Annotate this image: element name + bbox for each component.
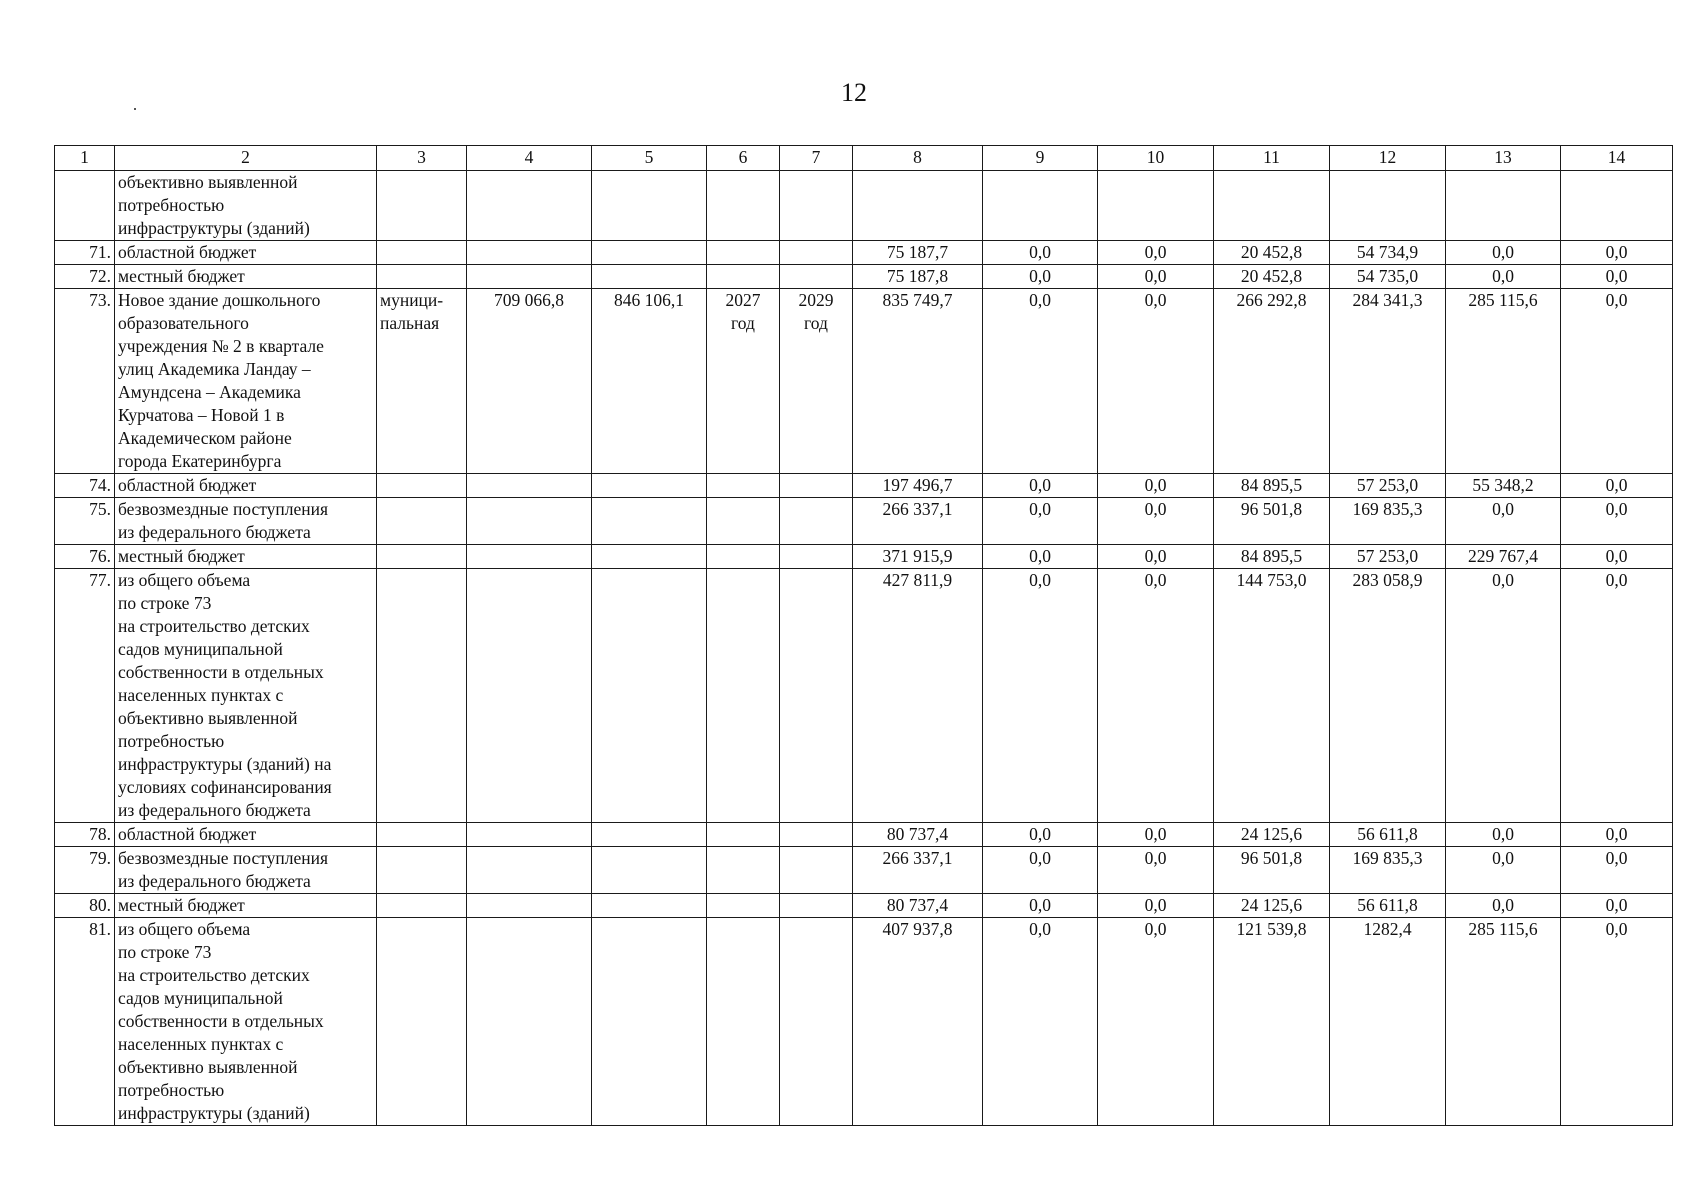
value-cell-col-10: 0,0 [1098,569,1214,823]
ownership-cell [377,894,467,918]
budget-table [54,145,1673,1126]
start-year-cell: 2027 год [707,289,780,474]
start-year-cell [707,894,780,918]
row-number: 80. [55,894,115,918]
value-cell-col-11: 144 753,0 [1214,569,1330,823]
value-cell-col-12 [1330,171,1446,241]
value-cell-col-8: 80 737,4 [853,894,983,918]
column-header-4: 4 [467,146,592,171]
end-year-cell [780,569,853,823]
row-number: 74. [55,474,115,498]
column-header-9: 9 [983,146,1098,171]
table-row [55,918,1673,1126]
value-cell-col-10: 0,0 [1098,241,1214,265]
row-name: местный бюджет [115,894,377,918]
value-cell-col-13: 55 348,2 [1446,474,1561,498]
row-name: областной бюджет [115,823,377,847]
table-row [55,498,1673,545]
value-cell-col-8: 835 749,7 [853,289,983,474]
value-cell-col-14: 0,0 [1561,545,1673,569]
start-year-cell [707,474,780,498]
value-cell-col-14: 0,0 [1561,823,1673,847]
column-header-7: 7 [780,146,853,171]
row-name: безвозмездные поступления из федерального бюджета [115,498,377,545]
cost-cell [592,545,707,569]
value-cell-col-14: 0,0 [1561,918,1673,1126]
ownership-cell [377,241,467,265]
column-header-2: 2 [115,146,377,171]
value-cell-col-9: 0,0 [983,823,1098,847]
value-cell-col-10 [1098,171,1214,241]
value-cell-col-13: 229 767,4 [1446,545,1561,569]
value-cell-col-11: 24 125,6 [1214,823,1330,847]
cost-cell [592,569,707,823]
page-number: 12 [841,78,867,107]
estimated-cost-cell [467,241,592,265]
value-cell-col-11: 84 895,5 [1214,545,1330,569]
value-cell-col-14: 0,0 [1561,474,1673,498]
ownership-cell [377,498,467,545]
table-body [55,171,1673,1126]
table-row [55,265,1673,289]
value-cell-col-9: 0,0 [983,847,1098,894]
value-cell-col-10: 0,0 [1098,823,1214,847]
row-number: 72. [55,265,115,289]
ownership-cell [377,265,467,289]
value-cell-col-14: 0,0 [1561,289,1673,474]
table-row [55,289,1673,474]
table-row [55,474,1673,498]
row-name: местный бюджет [115,545,377,569]
estimated-cost-cell [467,569,592,823]
row-name: объективно выявленной потребностью инфраструктуры (зданий) [115,171,377,241]
estimated-cost-cell [467,498,592,545]
start-year-cell [707,171,780,241]
value-cell-col-14: 0,0 [1561,265,1673,289]
estimated-cost-cell [467,847,592,894]
value-cell-col-8: 371 915,9 [853,545,983,569]
value-cell-col-11: 20 452,8 [1214,265,1330,289]
value-cell-col-9: 0,0 [983,918,1098,1126]
start-year-cell [707,265,780,289]
value-cell-col-13: 0,0 [1446,847,1561,894]
value-cell-col-10: 0,0 [1098,894,1214,918]
value-cell-col-8: 75 187,7 [853,241,983,265]
table-row [55,171,1673,241]
ownership-cell [377,918,467,1126]
value-cell-col-12: 169 835,3 [1330,847,1446,894]
value-cell-col-10: 0,0 [1098,265,1214,289]
value-cell-col-8: 266 337,1 [853,847,983,894]
end-year-cell [780,894,853,918]
estimated-cost-cell: 709 066,8 [467,289,592,474]
value-cell-col-14: 0,0 [1561,498,1673,545]
row-number: 79. [55,847,115,894]
estimated-cost-cell [467,171,592,241]
cost-cell [592,171,707,241]
value-cell-col-8: 266 337,1 [853,498,983,545]
value-cell-col-11: 121 539,8 [1214,918,1330,1126]
start-year-cell [707,918,780,1126]
value-cell-col-9: 0,0 [983,894,1098,918]
value-cell-col-8: 197 496,7 [853,474,983,498]
value-cell-col-11 [1214,171,1330,241]
value-cell-col-13: 0,0 [1446,265,1561,289]
column-header-13: 13 [1446,146,1561,171]
value-cell-col-11: 96 501,8 [1214,847,1330,894]
row-number: 73. [55,289,115,474]
start-year-cell [707,498,780,545]
value-cell-col-12: 1282,4 [1330,918,1446,1126]
start-year-cell [707,241,780,265]
value-cell-col-13: 0,0 [1446,894,1561,918]
end-year-cell [780,545,853,569]
cost-cell [592,847,707,894]
value-cell-col-11: 20 452,8 [1214,241,1330,265]
cost-cell: 846 106,1 [592,289,707,474]
end-year-cell [780,265,853,289]
value-cell-col-14: 0,0 [1561,894,1673,918]
end-year-cell [780,823,853,847]
row-name: областной бюджет [115,474,377,498]
end-year-cell [780,241,853,265]
value-cell-col-9: 0,0 [983,569,1098,823]
end-year-cell [780,171,853,241]
row-number: 77. [55,569,115,823]
value-cell-col-14: 0,0 [1561,569,1673,823]
column-header-6: 6 [707,146,780,171]
cost-cell [592,498,707,545]
value-cell-col-8: 407 937,8 [853,918,983,1126]
value-cell-col-8: 80 737,4 [853,823,983,847]
value-cell-col-10: 0,0 [1098,545,1214,569]
ownership-cell [377,474,467,498]
end-year-cell [780,474,853,498]
scan-speck [134,108,136,110]
table-row [55,241,1673,265]
row-name: областной бюджет [115,241,377,265]
value-cell-col-9: 0,0 [983,474,1098,498]
value-cell-col-13: 0,0 [1446,241,1561,265]
cost-cell [592,918,707,1126]
ownership-cell [377,545,467,569]
table-row [55,545,1673,569]
estimated-cost-cell [467,265,592,289]
column-header-3: 3 [377,146,467,171]
ownership-cell [377,569,467,823]
value-cell-col-13 [1446,171,1561,241]
header-row [55,146,1673,171]
column-header-11: 11 [1214,146,1330,171]
value-cell-col-12: 284 341,3 [1330,289,1446,474]
value-cell-col-10: 0,0 [1098,498,1214,545]
row-name: безвозмездные поступления из федерального бюджета [115,847,377,894]
estimated-cost-cell [467,545,592,569]
value-cell-col-11: 24 125,6 [1214,894,1330,918]
row-number: 75. [55,498,115,545]
estimated-cost-cell [467,823,592,847]
column-header-14: 14 [1561,146,1673,171]
cost-cell [592,823,707,847]
value-cell-col-12: 56 611,8 [1330,823,1446,847]
column-header-5: 5 [592,146,707,171]
value-cell-col-11: 266 292,8 [1214,289,1330,474]
value-cell-col-9: 0,0 [983,289,1098,474]
start-year-cell [707,545,780,569]
end-year-cell [780,847,853,894]
value-cell-col-11: 96 501,8 [1214,498,1330,545]
cost-cell [592,265,707,289]
table-row [55,569,1673,823]
row-name: местный бюджет [115,265,377,289]
start-year-cell [707,569,780,823]
value-cell-col-9: 0,0 [983,498,1098,545]
table-row [55,823,1673,847]
row-number: 76. [55,545,115,569]
value-cell-col-10: 0,0 [1098,918,1214,1126]
value-cell-col-10: 0,0 [1098,847,1214,894]
row-name: из общего объема по строке 73 на строительство детских садов муниципальной собственности в отдельных населенных пунктах с объективно выявленной потребностью инфраструктуры (зданий) [115,918,377,1126]
row-name: из общего объема по строке 73 на строительство детских садов муниципальной собственности в отдельных населенных пунктах с объективно выявленной потребностью инфраструктуры (зданий) на условиях софинансирования из федерального бюджета [115,569,377,823]
value-cell-col-11: 84 895,5 [1214,474,1330,498]
value-cell-col-12: 56 611,8 [1330,894,1446,918]
start-year-cell [707,847,780,894]
value-cell-col-10: 0,0 [1098,289,1214,474]
value-cell-col-13: 285 115,6 [1446,918,1561,1126]
column-header-1: 1 [55,146,115,171]
value-cell-col-8: 427 811,9 [853,569,983,823]
ownership-cell [377,171,467,241]
ownership-cell [377,847,467,894]
value-cell-col-9 [983,171,1098,241]
value-cell-col-8 [853,171,983,241]
value-cell-col-13: 0,0 [1446,498,1561,545]
value-cell-col-8: 75 187,8 [853,265,983,289]
row-number: 71. [55,241,115,265]
value-cell-col-12: 57 253,0 [1330,474,1446,498]
value-cell-col-12: 57 253,0 [1330,545,1446,569]
value-cell-col-14 [1561,171,1673,241]
value-cell-col-12: 169 835,3 [1330,498,1446,545]
table-row [55,894,1673,918]
column-header-10: 10 [1098,146,1214,171]
row-number: 81. [55,918,115,1126]
value-cell-col-13: 0,0 [1446,823,1561,847]
column-header-8: 8 [853,146,983,171]
value-cell-col-14: 0,0 [1561,847,1673,894]
estimated-cost-cell [467,474,592,498]
ownership-cell [377,823,467,847]
value-cell-col-9: 0,0 [983,545,1098,569]
value-cell-col-10: 0,0 [1098,474,1214,498]
cost-cell [592,474,707,498]
end-year-cell [780,918,853,1126]
table-row [55,847,1673,894]
value-cell-col-9: 0,0 [983,265,1098,289]
value-cell-col-9: 0,0 [983,241,1098,265]
row-number: 78. [55,823,115,847]
cost-cell [592,241,707,265]
value-cell-col-14: 0,0 [1561,241,1673,265]
value-cell-col-12: 54 734,9 [1330,241,1446,265]
start-year-cell [707,823,780,847]
cost-cell [592,894,707,918]
column-header-12: 12 [1330,146,1446,171]
ownership-cell: муници- пальная [377,289,467,474]
end-year-cell [780,498,853,545]
row-name: Новое здание дошкольного образовательного учреждения № 2 в квартале улиц Академика Ландау – Амундсена – Академика Курчатова – Новой 1 в Академическом районе города Екатеринбурга [115,289,377,474]
estimated-cost-cell [467,918,592,1126]
row-number [55,171,115,241]
value-cell-col-13: 0,0 [1446,569,1561,823]
value-cell-col-12: 283 058,9 [1330,569,1446,823]
value-cell-col-13: 285 115,6 [1446,289,1561,474]
value-cell-col-12: 54 735,0 [1330,265,1446,289]
estimated-cost-cell [467,894,592,918]
end-year-cell: 2029 год [780,289,853,474]
